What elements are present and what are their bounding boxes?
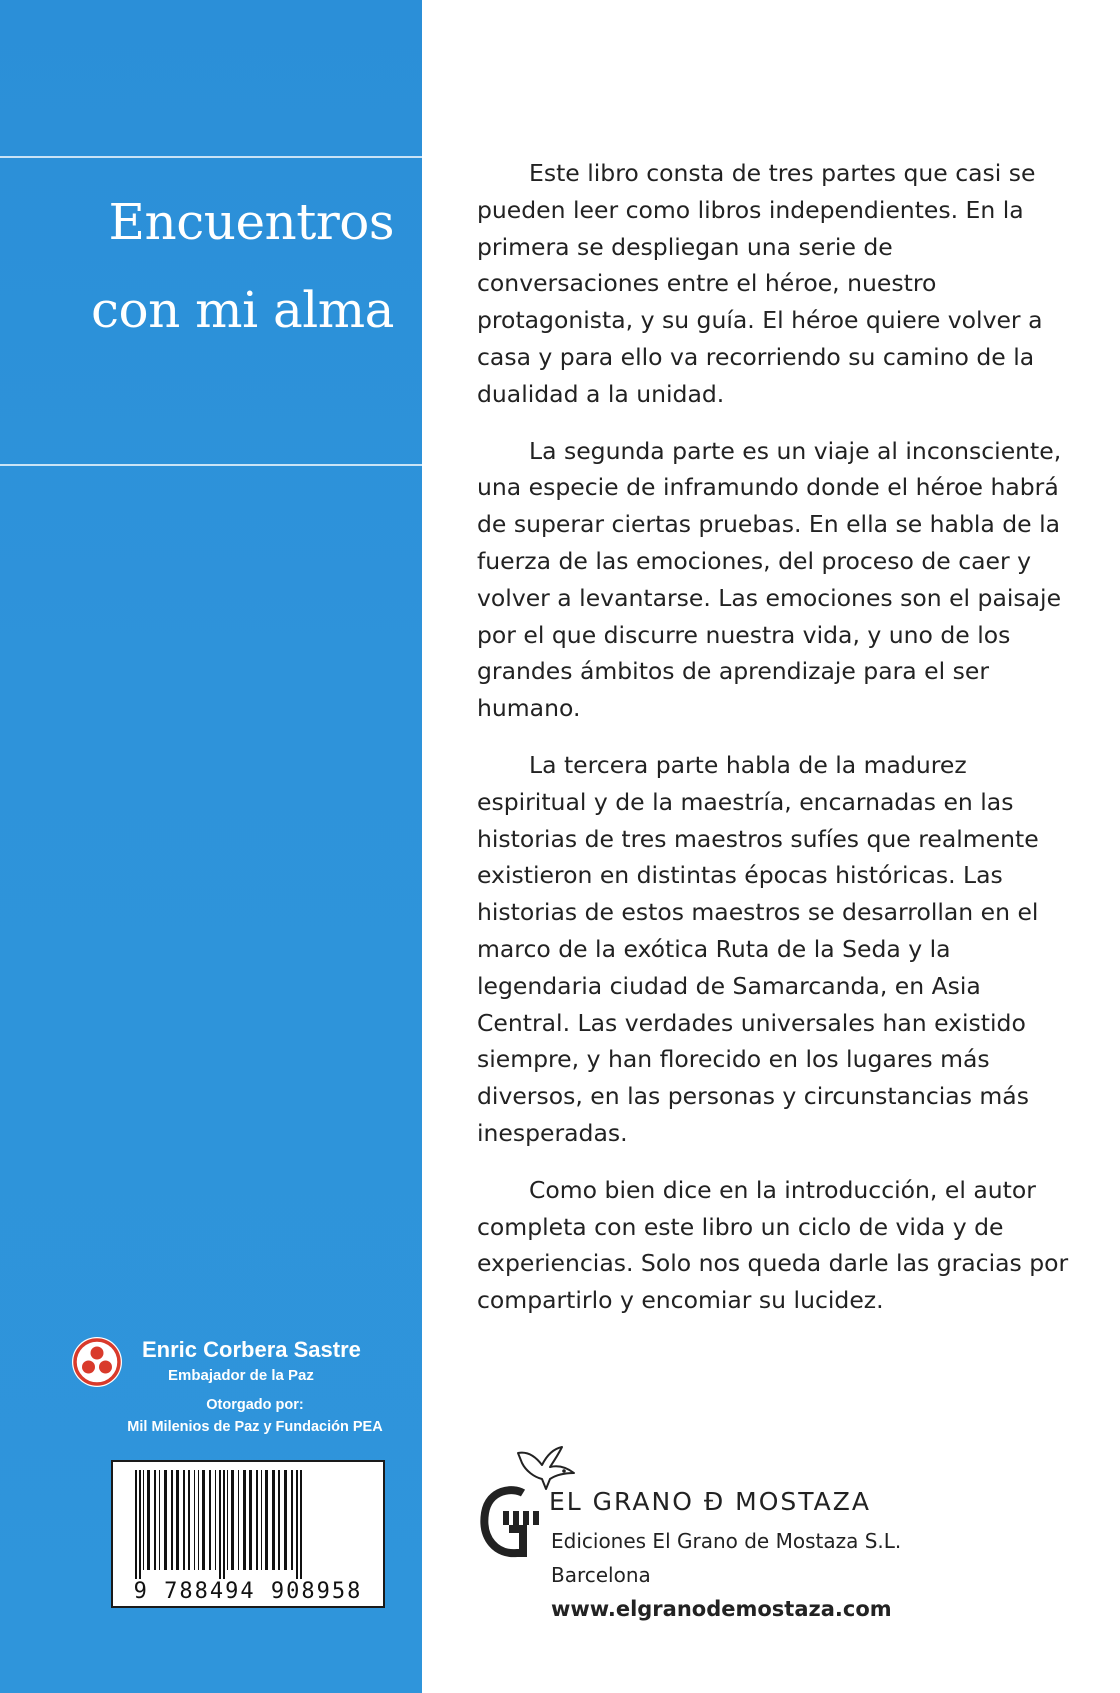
barcode-bar (238, 1470, 239, 1570)
barcode-bar (300, 1470, 302, 1590)
barcode-bar (284, 1470, 287, 1570)
award-granted (90, 1394, 420, 1438)
barcode-bar (159, 1470, 160, 1570)
book-title (14, 178, 394, 354)
barcode-bar (176, 1470, 179, 1570)
barcode-bar (296, 1470, 298, 1590)
publisher-brand: EL GRANO Đ MOSTAZA (549, 1487, 871, 1516)
barcode-bar (243, 1470, 246, 1570)
barcode-bar (154, 1470, 156, 1570)
award-role: Embajador de la Paz (168, 1367, 314, 1384)
publisher-city: Barcelona (551, 1563, 651, 1587)
barcode-bar (171, 1470, 173, 1570)
granted-by: Mil Milenios de Paz y Fundación PEA (127, 1419, 383, 1435)
synopsis-paragraph-1: Este libro consta de tres partes que casi se pueden leer como libros independientes. En la primera se despliegan una serie de conversaciones entre el héroe, nuestro protagonista, y su guía. El héroe quiere volver a casa y para ello va recorriendo su camino de la dualidad a la unidad. (477, 159, 1043, 408)
barcode-bar (147, 1470, 150, 1570)
granted-label: Otorgado por: (206, 1397, 304, 1413)
publisher-website[interactable]: www.elgranodemostaza.com (551, 1597, 892, 1621)
award-name: Enric Corbera Sastre (142, 1337, 361, 1362)
synopsis-paragraph-4: Como bien dice en la introducción, el autor completa con este libro un ciclo de vida y de experiencias. Solo nos queda darle las gracias por compartirlo y encomiar su lucidez. (477, 1175, 1069, 1315)
barcode-bar (183, 1470, 185, 1570)
synopsis-paragraph-2: La segunda parte es un viaje al inconsciente, una especie de inframundo donde el héroe habrá de superar ciertas pruebas. En ella se habla de la fuerza de las emociones, del proceso de caer y volver a levantarse. Las emociones son el paisaje por el que discurre nuestra vida, y uno de los grandes ámbitos de aprendizaje para el ser humano. (477, 436, 1062, 723)
publisher-company: Ediciones El Grano de Mostaza S.L. (551, 1529, 902, 1553)
top-divider (0, 156, 422, 158)
grano-mostaza-logo-icon (477, 1483, 543, 1563)
barcode-bar (164, 1470, 167, 1570)
middle-divider (0, 464, 422, 466)
barcode-bar (209, 1470, 211, 1570)
publisher-block (477, 1443, 937, 1623)
barcode-bar (265, 1470, 268, 1570)
barcode-bar (188, 1470, 190, 1570)
barcode-bar (223, 1470, 225, 1590)
barcode-bar (256, 1470, 258, 1570)
barcode-bar (231, 1470, 234, 1570)
peace-banner-icon (72, 1337, 122, 1387)
barcode-bar (194, 1470, 195, 1570)
barcode-number: 9 788494 908958 (117, 1579, 379, 1604)
barcode-bar (249, 1470, 252, 1570)
synopsis-text (477, 155, 1077, 1319)
barcode-bar (261, 1470, 262, 1570)
barcode-bar (135, 1470, 137, 1590)
barcode-bar (291, 1470, 293, 1570)
synopsis-paragraph-3: La tercera parte habla de la madurez espiritual y de la maestría, encarnadas en las historias de tres maestros sufíes que realmente existieron en distintas épocas históricas. Las historias de estos maestros se desarrollan en el marco de la exótica Ruta de la Seda y la legendaria ciudad de Samarcanda, en Asia Central. Las verdades universales han existido siempre, y han florecido en los lugares más diversos, en las personas y circunstancias más inesperadas. (477, 750, 1039, 1147)
barcode-bar (227, 1470, 228, 1570)
barcode-bar (219, 1470, 221, 1590)
barcode-bar (272, 1470, 275, 1570)
cover-spine-panel (0, 0, 422, 1693)
title-line-1: Encuentros (108, 193, 394, 251)
barcode-bar (198, 1470, 199, 1570)
barcode-bar (278, 1470, 280, 1570)
barcode-bar (215, 1470, 216, 1570)
barcode-bar (202, 1470, 205, 1570)
barcode-bar (139, 1470, 141, 1590)
barcode-bar (143, 1470, 144, 1570)
title-line-2: con mi alma (90, 281, 394, 339)
isbn-barcode (111, 1460, 385, 1608)
